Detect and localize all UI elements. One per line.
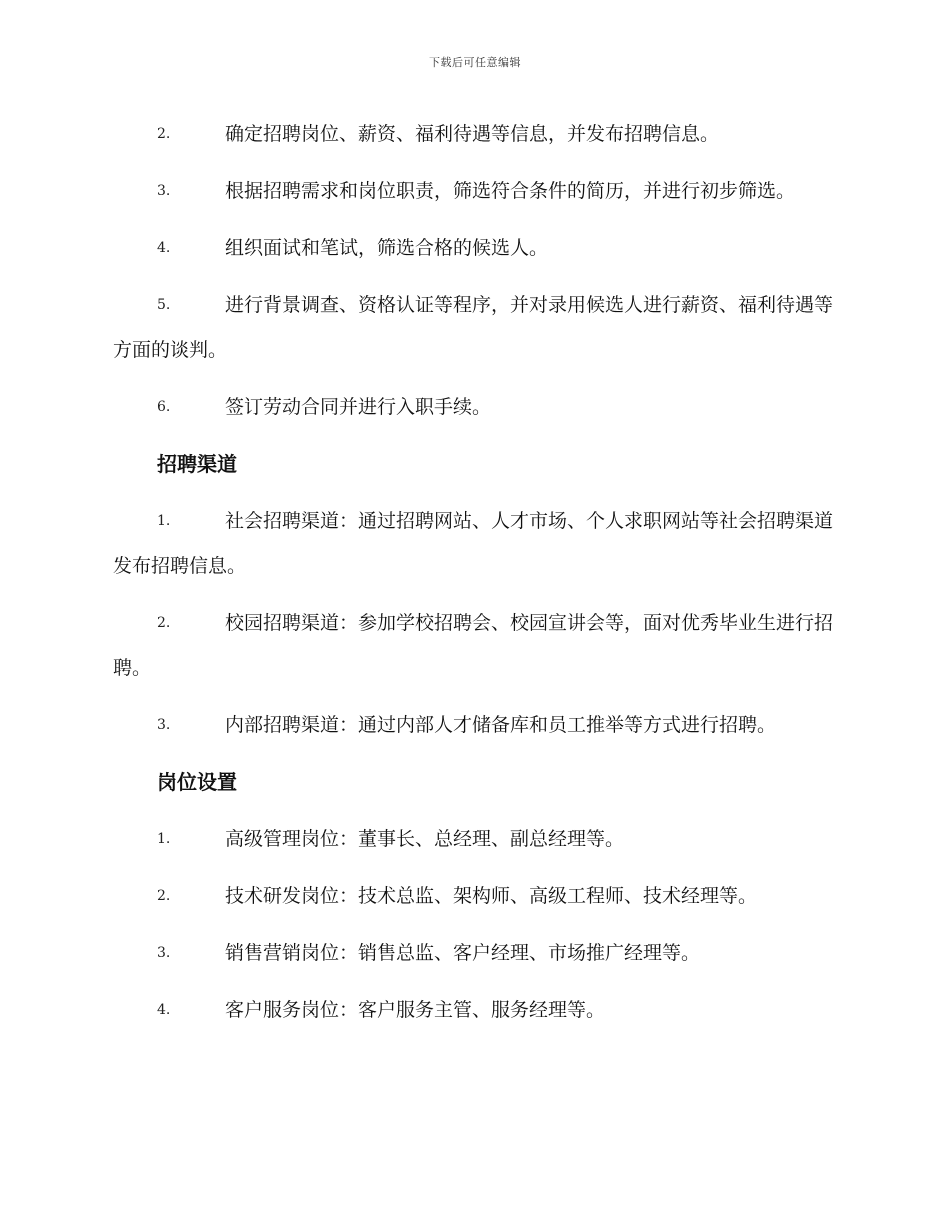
list-text: 技术研发岗位：技术总监、架构师、高级工程师、技术经理等。 (225, 885, 758, 907)
list-item (113, 874, 833, 919)
list-item (113, 988, 833, 1033)
list-number: 5. (157, 297, 171, 313)
list-number: 6. (157, 399, 171, 415)
section-heading-channels: 招聘渠道 (157, 452, 237, 476)
list-number: 2. (157, 615, 171, 631)
list-item (113, 283, 833, 373)
list-text: 签订劳动合同并进行入职手续。 (225, 396, 492, 418)
list-item (113, 226, 833, 271)
section-heading-positions: 岗位设置 (157, 770, 237, 794)
list-text: 根据招聘需求和岗位职责，筛选符合条件的简历，并进行初步筛选。 (225, 180, 796, 202)
list-number: 1. (157, 831, 171, 847)
list-number: 2. (157, 888, 171, 904)
list-item (113, 169, 833, 214)
list-item (113, 703, 833, 748)
list-text: 社会招聘渠道：通过招聘网站、人才市场、个人求职网站等社会招聘渠道发布招聘信息。 (113, 510, 834, 577)
header-note: 下载后可任意编辑 (429, 56, 521, 69)
list-text: 高级管理岗位：董事长、总经理、副总经理等。 (225, 828, 625, 850)
list-text: 客户服务岗位：客户服务主管、服务经理等。 (225, 999, 606, 1021)
list-number: 3. (157, 945, 171, 961)
document-body (113, 112, 833, 1045)
list-number: 3. (157, 717, 171, 733)
list-item (113, 817, 833, 862)
list-text: 校园招聘渠道：参加学校招聘会、校园宣讲会等，面对优秀毕业生进行招聘。 (113, 612, 834, 679)
list-number: 3. (157, 183, 171, 199)
list-item (113, 931, 833, 976)
list-number: 4. (157, 240, 171, 256)
list-text: 确定招聘岗位、薪资、福利待遇等信息，并发布招聘信息。 (225, 123, 720, 145)
list-item (113, 385, 833, 430)
list-text: 进行背景调查、资格认证等程序，并对录用候选人进行薪资、福利待遇等方面的谈判。 (113, 294, 834, 361)
list-number: 4. (157, 1002, 171, 1018)
list-number: 1. (157, 513, 171, 529)
list-item (113, 112, 833, 157)
list-number: 2. (157, 126, 171, 142)
list-text: 组织面试和笔试，筛选合格的候选人。 (225, 237, 549, 259)
list-item (113, 601, 833, 691)
list-text: 内部招聘渠道：通过内部人才储备库和员工推举等方式进行招聘。 (225, 714, 777, 736)
list-text: 销售营销岗位：销售总监、客户经理、市场推广经理等。 (225, 942, 701, 964)
list-item (113, 499, 833, 589)
